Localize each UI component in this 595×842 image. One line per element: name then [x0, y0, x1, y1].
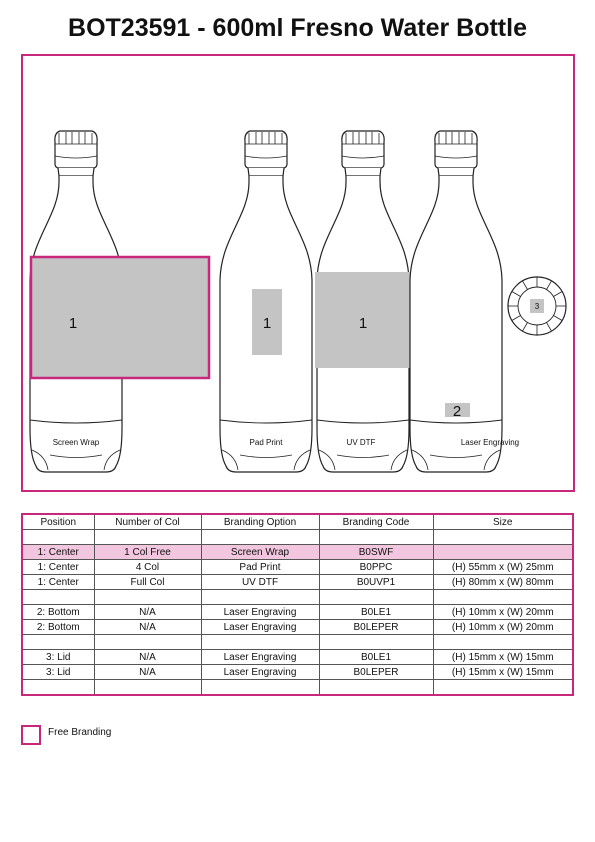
bottle-label-laser-engraving: Laser Engraving [460, 438, 520, 447]
column-header: Position [22, 514, 94, 530]
table-cell: Laser Engraving [201, 605, 319, 620]
table-row [22, 605, 573, 620]
table-cell: 1: Center [22, 545, 94, 560]
area-number: 1 [358, 315, 368, 332]
table-row [22, 650, 573, 665]
table-row [22, 635, 573, 650]
table-row [22, 530, 573, 545]
table-cell [319, 590, 433, 605]
table-cell [94, 590, 201, 605]
table-cell [433, 545, 573, 560]
table-cell: N/A [94, 650, 201, 665]
table-cell [22, 635, 94, 650]
table-cell: Full Col [94, 575, 201, 590]
table-cell: B0PPC [319, 560, 433, 575]
bottle-laser-engraving [410, 131, 519, 472]
table-cell [201, 530, 319, 545]
table-cell [319, 680, 433, 696]
bottle-screen-wrap [30, 131, 209, 472]
table-cell: (H) 15mm x (W) 15mm [433, 665, 573, 680]
area-number: 3 [534, 302, 540, 311]
area-number: 1 [68, 315, 78, 332]
table-row [22, 575, 573, 590]
table-cell: 3: Lid [22, 665, 94, 680]
table-cell: Screen Wrap [201, 545, 319, 560]
table-cell: (H) 15mm x (W) 15mm [433, 650, 573, 665]
table-cell [94, 635, 201, 650]
table-cell: B0LE1 [319, 650, 433, 665]
branding-diagram [21, 54, 575, 492]
bottle-diagram-svg [23, 56, 573, 490]
lid-top-view [508, 277, 566, 335]
table-cell: 3: Lid [22, 650, 94, 665]
table-cell [22, 530, 94, 545]
table-cell: 1 Col Free [94, 545, 201, 560]
table-cell [94, 680, 201, 696]
table-cell: B0UVP1 [319, 575, 433, 590]
bottle-pad-print [220, 131, 312, 472]
table-cell: Pad Print [201, 560, 319, 575]
table-cell: N/A [94, 665, 201, 680]
table-cell: 2: Bottom [22, 605, 94, 620]
bottle-label-uv-dtf: UV DTF [346, 438, 376, 447]
table-cell: (H) 10mm x (W) 20mm [433, 605, 573, 620]
table-cell: B0LEPER [319, 620, 433, 635]
table-cell: Laser Engraving [201, 665, 319, 680]
table-row [22, 680, 573, 696]
table-cell [22, 590, 94, 605]
table-cell [201, 680, 319, 696]
table-row [22, 665, 573, 680]
table-row [22, 620, 573, 635]
page-title: BOT23591 - 600ml Fresno Water Bottle [68, 14, 527, 42]
table-cell: Laser Engraving [201, 620, 319, 635]
table-cell [94, 530, 201, 545]
column-header: Branding Code [319, 514, 433, 530]
print-area-screen-wrap [31, 257, 209, 378]
table-cell: N/A [94, 605, 201, 620]
table-row [22, 590, 573, 605]
table-cell [22, 680, 94, 696]
table-cell [433, 680, 573, 696]
table-cell: 4 Col [94, 560, 201, 575]
bottle-label-pad-print: Pad Print [249, 438, 283, 447]
table-row [22, 560, 573, 575]
area-number: 2 [452, 403, 462, 420]
table-cell: 2: Bottom [22, 620, 94, 635]
table-row-free-branding [22, 545, 573, 560]
table-cell [319, 635, 433, 650]
bottle-label-screen-wrap: Screen Wrap [52, 438, 100, 447]
table-cell [201, 635, 319, 650]
column-header: Branding Option [201, 514, 319, 530]
table-cell: N/A [94, 620, 201, 635]
table-cell: UV DTF [201, 575, 319, 590]
area-number: 1 [262, 315, 272, 332]
branding-table [21, 513, 574, 696]
table-cell [201, 590, 319, 605]
table-cell [433, 530, 573, 545]
table-cell: (H) 55mm x (W) 25mm [433, 560, 573, 575]
table-cell: B0LEPER [319, 665, 433, 680]
table-cell [433, 590, 573, 605]
table-cell: 1: Center [22, 575, 94, 590]
table-cell: (H) 80mm x (W) 80mm [433, 575, 573, 590]
table-cell [319, 530, 433, 545]
legend-label: Free Branding [48, 727, 112, 738]
table-cell: (H) 10mm x (W) 20mm [433, 620, 573, 635]
table-header-row [22, 514, 573, 530]
bottle-uv-dtf [315, 131, 411, 472]
table-cell [433, 635, 573, 650]
table-cell: 1: Center [22, 560, 94, 575]
column-header: Number of Col [94, 514, 201, 530]
column-header: Size [433, 514, 573, 530]
free-branding-swatch [21, 725, 41, 745]
table-cell: B0LE1 [319, 605, 433, 620]
table-cell: Laser Engraving [201, 650, 319, 665]
table-cell: B0SWF [319, 545, 433, 560]
